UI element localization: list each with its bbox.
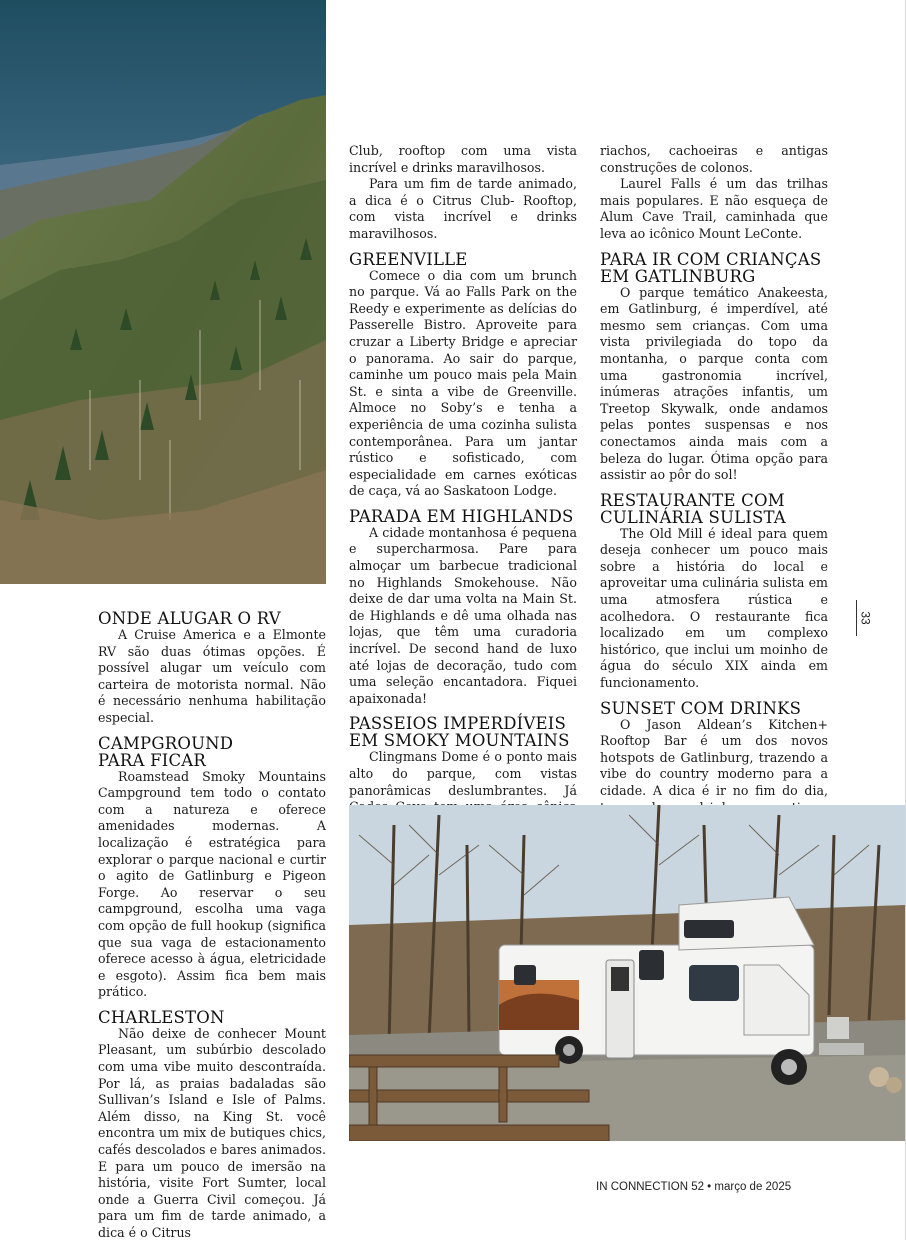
mountain-forest-photo xyxy=(0,0,326,584)
rv-campground-illustration xyxy=(349,805,905,1141)
sunset-body-text: O Jason Aldean’s Kitchen+ Rooftop Bar é um dos novos hotspots de Gatlinburg, trazendo a vibe do country moderno para a cidade. A dica é ir no fim do dia, xyxy=(600,716,828,798)
paragraph-southern-restaurant: The Old Mill é ideal para quem deseja conhecer um pouco mais sobre a história do local e aproveitar uma culinária sulista em uma atmosfera rústica e acolhedora. O restaurante fica localizado em um complexo histórico, que inclui um moinho de água do século XIX ainda em funcionamento. xyxy=(600,525,828,691)
paragraph-rv-rental: A Cruise America e a Elmonte RV são duas ótimas opções. É possível alugar um veículo com carteira de motorista normal. Não é necessário nenhuma habilitação especial. xyxy=(98,627,326,725)
heading-southern-restaurant: RESTAURANTE COM CULINÁRIA SULISTA xyxy=(600,490,786,527)
heading-greenville: GREENVILLE xyxy=(349,249,468,269)
paragraph-charleston: Não deixe de conhecer Mount Pleasant, um subúrbio descolado com uma vibe muito descontraída. Por lá, as praias badaladas são Sullivan’s Island e Isle of Palms. Além disso, na King St. você encontra um mix de butiques chics, cafés descolados e bares animados. E para um pouco de imersão na história, visite Fort Sumter, local onde a Guerra Civil começou. Já para um fim de tarde animado, a dica é o Citrus xyxy=(98,1025,326,1240)
paragraph-kids-gatlinburg: O parque temático Anakeesta, em Gatlinburg, é imperdível, até mesmo sem crianças. Com uma vista privilegiada do topo da montanha, o parque conta com uma gastronomia incrível, inúmeras atrações infantis, um Treetop Skywalk, onde andamos pelas pontes suspensas e nos conectamos ainda mais com a beleza do lugar. Ótima opção para assistir ao pôr do sol! xyxy=(600,284,828,483)
paragraph-campground: Roamstead Smoky Mountains Campground tem todo o contato com a natureza e oferece amenidades modernas. A localização é estratégica para explorar o parque nacional e curtir o agito de Gatlinburg e Pigeon Forge. Ao reservar o seu campground, escolha uma vaga com opção de full hookup (significa que sua vaga de estacionamento oferece acesso à água, eletricidade e esgoto). Assim fica bem mais prático. xyxy=(98,768,326,1000)
page-footer: IN CONNECTION 52 • março de 2025 xyxy=(596,1181,792,1193)
page-number xyxy=(856,600,874,636)
heading-smoky-mountains: PASSEIOS IMPERDÍVEIS EM SMOKY MOUNTAINS xyxy=(349,714,570,751)
paragraph-greenville: Comece o dia com um brunch no parque. Vá ao Falls Park on the Reedy e experimente as delícias do Passerelle Bistro. Aproveite para cruzar a Liberty Bridge e apreciar o panorama. Ao sair do parque, caminhe um pouco mais pela Main St. e sinta a vibe de Greenville. Almoce no Soby’s e tenha a experiência de uma cozinha sulista contemporânea. Para um jantar rústico e sofisticado, com especialidade em carnes exóticas de caça, vá ao Saskatoon Lodge. xyxy=(349,267,577,499)
page-number-text: 33 xyxy=(858,611,873,625)
mountain-forest-illustration xyxy=(0,0,326,584)
left-text-column xyxy=(98,610,326,1240)
heading-kids-gatlinburg: PARA IR COM CRIANÇAS EM GATLINBURG xyxy=(600,249,822,286)
rv-campground-photo xyxy=(349,805,905,1141)
heading-highlands: PARADA EM HIGHLANDS xyxy=(349,506,574,526)
paragraph-charleston-continued: Club, rooftop com uma vista incrível e drinks maravilhosos. xyxy=(349,143,577,175)
right-text-column xyxy=(600,143,828,867)
paragraph-highlands: A cidade montanhosa é pequena e supercharmosa. Pare para almoçar um barbecue tradicional no Highlands Smokehouse. Não deixe de dar uma volta na Main St. de Highlands e dê uma olhada nas lojas, que têm uma curadoria incrível. De second hand de luxo até lojas de decoração, tudo com uma seleção encantadora. Fiquei apaixonada! xyxy=(349,524,577,706)
heading-campground: CAMPGROUND PARA FICAR xyxy=(98,733,234,770)
middle-text-column xyxy=(349,143,577,899)
heading-rv-rental: ONDE ALUGAR O RV xyxy=(98,609,281,628)
paragraph-smoky-continued: riachos, cachoeiras e antigas construções de colonos. xyxy=(600,143,828,175)
paragraph-citrus-club: Para um fim de tarde animado, a dica é o Citrus Club- Rooftop, com vista incrível e drinks maravilhosos. xyxy=(349,176,577,241)
paragraph-smoky-mountains: Clingmans Dome é o ponto mais alto do parque, com vistas panorâmicas deslumbrantes. Já xyxy=(349,749,577,798)
heading-sunset-drinks: SUNSET COM DRINKS xyxy=(600,698,802,718)
heading-charleston: CHARLESTON xyxy=(98,1007,225,1027)
paragraph-laurel-falls: Laurel Falls é um das trilhas mais populares. E não esqueça de Alum Cave Trail, caminhada que leva ao icônico Mount LeConte. xyxy=(600,176,828,241)
